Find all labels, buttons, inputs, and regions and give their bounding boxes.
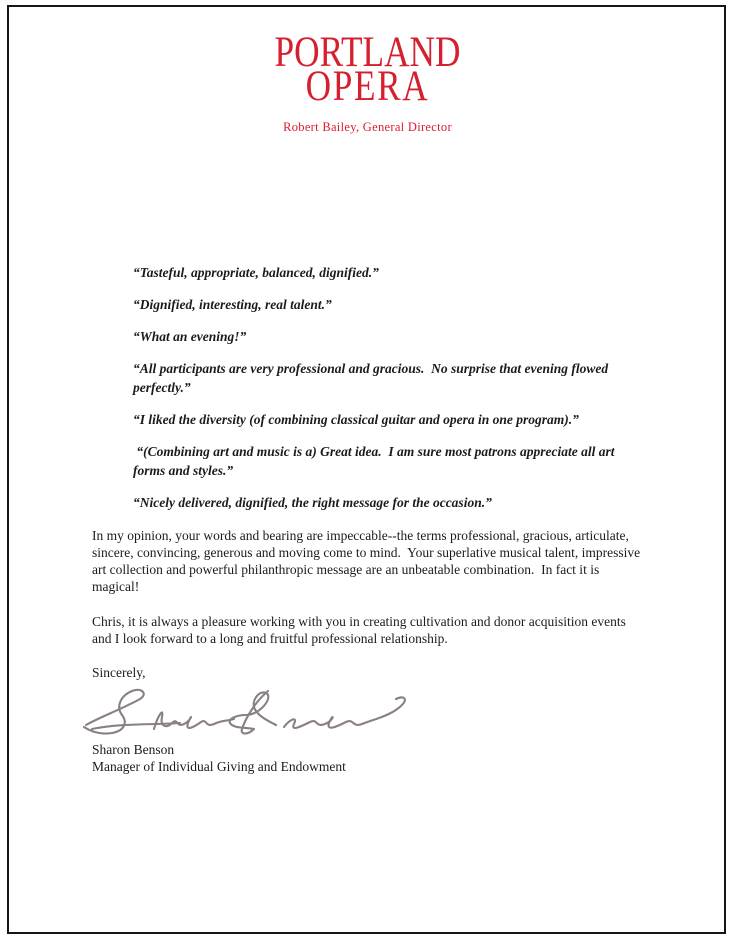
signer-name: Sharon Benson [92,742,175,757]
body-paragraph-1: In my opinion, your words and bearing are impeccable--the terms professional, gracious, articulate, sincere, convincing, generous and moving come to mind. Your superlative musical talent, impressive art collection and powerful philanthropic message are an unbeatable combination. In fact it is magical! [92,528,644,594]
signer-title: Manager of Individual Giving and Endowment [92,759,346,774]
logo-line-opera: OPERA [305,63,430,110]
letterhead [0,0,735,135]
signer-block [92,741,648,775]
logo-line-portland: PORTLAND [274,29,461,76]
quote-line: “Dignified, interesting, real talent.” [133,297,332,312]
signature-ink-icon [82,683,412,743]
quote-line: “What an evening!” [133,329,247,344]
quote-line: “Nicely delivered, dignified, the right message for the occasion.” [133,495,492,510]
quote-line: “Tasteful, appropriate, balanced, dignified.” [133,265,379,280]
testimonial-quotes [133,263,649,512]
letter-body [92,527,648,775]
body-paragraph-2: Chris, it is always a pleasure working with you in creating cultivation and donor acquisition events and I look forward to a long and fruitful professional relationship. [92,614,630,646]
signature-script-sharon-benson [82,683,648,743]
quote-line: “(Combining art and music is a) Great idea. I am sure most patrons appreciate all art forms and styles.” [133,444,618,478]
quote-line: “I liked the diversity (of combining classical guitar and opera in one program).” [133,412,579,427]
salutation: Sincerely, [92,665,146,680]
general-director-line: Robert Bailey, General Director [283,120,452,134]
portland-opera-logo [0,29,735,110]
quote-line: “All participants are very professional and gracious. No surprise that evening flowed perfectly.” [133,361,612,395]
